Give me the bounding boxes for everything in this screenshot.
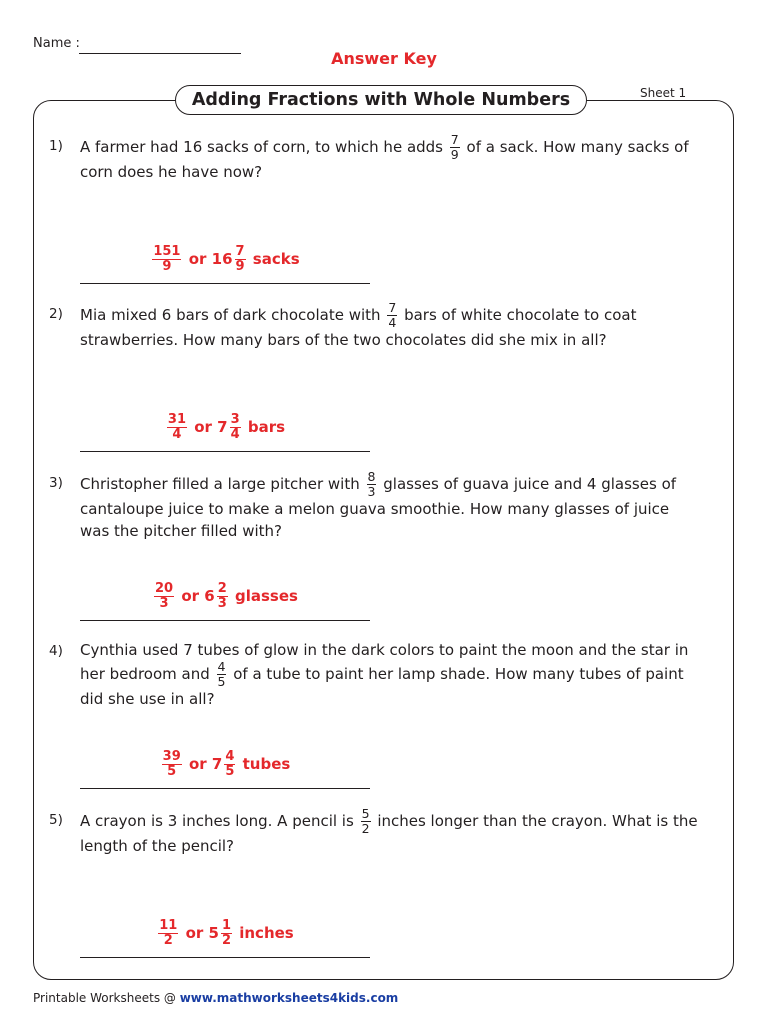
fraction: $\frac{7}{9}$: [450, 132, 459, 162]
fraction: $\frac{5}{2}$: [361, 806, 370, 836]
problem-4-number: 4): [49, 643, 63, 659]
sheet-label: Sheet 1: [640, 86, 687, 100]
problem-4-text: [80, 639, 700, 710]
problem-3-text: [80, 471, 700, 542]
answer-line: [80, 620, 370, 621]
problem-5-answer: [80, 920, 370, 947]
answer-mixed-fraction: $\frac{2}{3}$: [217, 581, 227, 611]
problem-4-answer: [80, 751, 370, 778]
problem-2-number: 2): [49, 306, 63, 322]
answer-improper-fraction: $\frac{31}{4}$: [167, 412, 186, 442]
problem-text-before: Cynthia used 7 tubes of glow in the dark colors to paint the moon and the star in her bedroom and: [80, 641, 689, 683]
fraction: $\frac{7}{4}$: [388, 300, 397, 330]
problem-3-number: 3): [49, 475, 63, 491]
answer-or-whole: or 6: [181, 587, 215, 605]
answer-unit: sacks: [252, 250, 300, 268]
answer-unit: bars: [247, 418, 286, 436]
answer-key-heading: Answer Key: [331, 49, 437, 68]
name-label: Name :: [33, 36, 80, 51]
answer-improper-fraction: $\frac{11}{2}$: [159, 918, 178, 948]
problem-5-number: 5): [49, 812, 63, 828]
answer-or-whole: or 5: [185, 924, 219, 942]
answer-line: [80, 788, 370, 789]
footer-link[interactable]: www.mathworksheets4kids.com: [179, 991, 399, 1005]
footer: [33, 991, 398, 1005]
problem-text-before: Christopher filled a large pitcher with: [80, 475, 360, 493]
problem-text-after: of a tube to paint her lamp shade. How many tubes of paint did she use in all?: [80, 665, 684, 708]
problem-5-text: [80, 808, 700, 857]
answer-or-whole: or 7: [188, 755, 223, 773]
footer-label: Printable Worksheets @: [33, 991, 176, 1005]
problem-text-after: inches longer than the crayon. What is the length of the pencil?: [80, 812, 698, 855]
answer-mixed-fraction: $\frac{1}{2}$: [221, 918, 231, 948]
answer-line: [80, 283, 370, 284]
answer-unit: glasses: [235, 587, 298, 605]
answer-mixed-fraction: $\frac{3}{4}$: [230, 412, 240, 442]
problem-text-before: A crayon is 3 inches long. A pencil is: [80, 812, 354, 830]
worksheet-title: Adding Fractions with Whole Numbers: [175, 85, 587, 115]
problem-text-after: of a sack. How many sacks of corn does he have now?: [80, 138, 689, 181]
problem-text-before: Mia mixed 6 bars of dark chocolate with: [80, 306, 381, 324]
problem-2-answer: [80, 414, 370, 441]
fraction: $\frac{8}{3}$: [367, 469, 376, 499]
answer-line: [80, 957, 370, 958]
problem-1-answer: [80, 246, 370, 273]
problem-text-after: bars of white chocolate to coat strawberries. How many bars of the two chocolates did she mix in all?: [80, 306, 637, 349]
problem-3-answer: [80, 583, 370, 610]
problem-1-number: 1): [49, 138, 63, 154]
fraction: $\frac{4}{5}$: [217, 659, 226, 689]
answer-mixed-fraction: $\frac{4}{5}$: [225, 749, 235, 779]
problem-text-after: glasses of guava juice and 4 glasses of cantaloupe juice to make a melon guava smoothie. How many glasses of juice was the pitcher filled with?: [80, 475, 677, 540]
answer-improper-fraction: $\frac{151}{9}$: [153, 244, 181, 274]
answer-unit: tubes: [242, 755, 291, 773]
problem-1-text: [80, 134, 700, 183]
problem-text-before: A farmer had 16 sacks of corn, to which he adds: [80, 138, 443, 156]
answer-mixed-fraction: $\frac{7}{9}$: [235, 244, 245, 274]
answer-line: [80, 451, 370, 452]
answer-or-whole: or 7: [194, 418, 228, 436]
answer-improper-fraction: $\frac{20}{3}$: [155, 581, 174, 611]
answer-improper-fraction: $\frac{39}{5}$: [162, 749, 181, 779]
answer-or-whole: or 16: [188, 250, 233, 268]
answer-unit: inches: [239, 924, 294, 942]
problem-2-text: [80, 302, 700, 351]
